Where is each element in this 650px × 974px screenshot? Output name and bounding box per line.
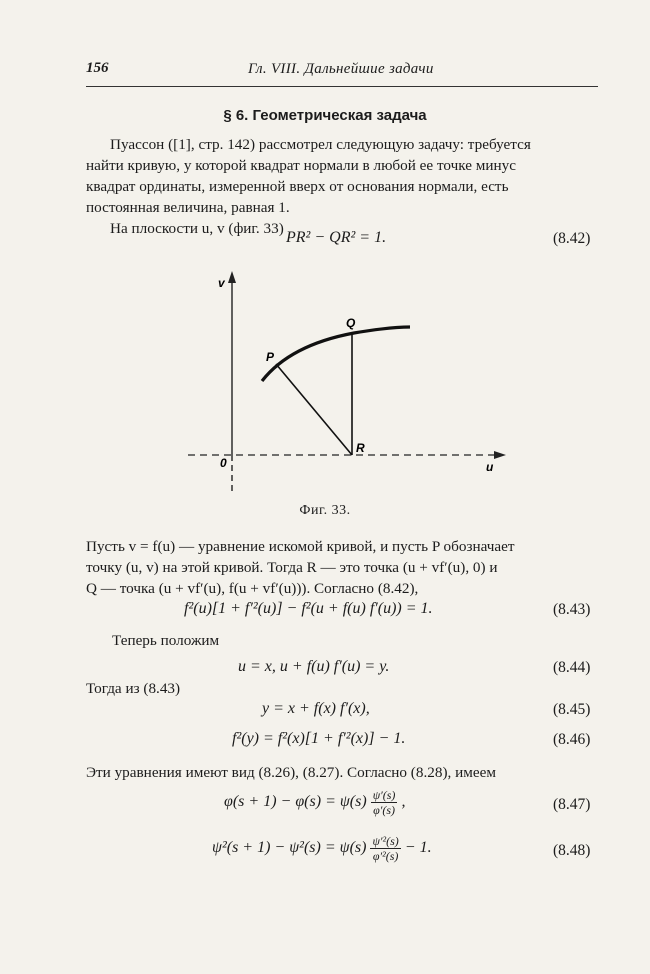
equation-8-48-left: ψ²(s + 1) − ψ²(s) = ψ(s) (212, 839, 367, 857)
equation-8-45: y = x + f(x) f′(x), (262, 700, 370, 717)
frac-numerator: ψ′²(s) (372, 834, 399, 848)
section-title: § 6. Геометрическая задача (223, 107, 427, 124)
intro-line-5: На плоскости u, v (фиг. 33) (110, 220, 284, 237)
equation-8-48-fraction (370, 834, 400, 863)
label-P: P (266, 350, 275, 364)
normal-PR (276, 364, 352, 455)
label-u: u (486, 460, 494, 474)
equation-8-46: f²(y) = f²(x)[1 + f′²(x)] − 1. (232, 730, 406, 747)
equation-number-8-48: (8.48) (553, 842, 591, 859)
equation-8-48 (212, 834, 432, 863)
body-line-1: Пусть v = f(u) — уравнение искомой кривой, и пусть P обозначает (86, 538, 515, 555)
intro-line-3: квадрат ординаты, измеренной вверх от основания нормали, есть (86, 178, 509, 195)
running-title: Гл. VIII. Дальнейшие задачи (248, 61, 434, 77)
intro-line-1: Пуассон ([1], стр. 142) рассмотрел следующую задачу: требуется (110, 136, 531, 153)
equation-number-8-42: (8.42) (553, 230, 591, 247)
equation-number-8-47: (8.47) (553, 796, 591, 813)
body-line-3: Q — точка (u + vf′(u), f(u + vf′(u))). Согласно (8.42), (86, 580, 419, 597)
equation-number-8-45: (8.45) (553, 701, 591, 718)
frac-denominator: φ′(s) (373, 803, 396, 817)
equations-form: Эти уравнения имеют вид (8.26), (8.27). Согласно (8.28), имеем (86, 764, 496, 781)
equation-number-8-46: (8.46) (553, 731, 591, 748)
page-number: 156 (86, 60, 109, 76)
equation-8-47 (224, 788, 405, 817)
label-Q: Q (346, 316, 356, 330)
label-R: R (356, 441, 365, 455)
frac-denominator: φ′²(s) (372, 849, 399, 863)
label-v: v (218, 276, 225, 290)
u-axis-arrow (494, 451, 506, 459)
now-set: Теперь положим (112, 632, 220, 649)
frac-numerator: ψ′(s) (372, 788, 396, 802)
equation-8-42: PR² − QR² = 1. (286, 229, 387, 246)
v-axis-arrow (228, 271, 236, 283)
label-origin: 0 (220, 456, 227, 470)
equation-8-47-left: φ(s + 1) − φ(s) = ψ(s) (224, 793, 367, 811)
equation-8-47-tail: , (401, 793, 406, 811)
figure-33 (180, 265, 520, 500)
equation-8-48-tail: − 1. (404, 839, 432, 857)
intro-line-4: постоянная величина, равная 1. (86, 199, 290, 216)
equation-8-47-fraction (371, 788, 398, 817)
intro-line-2: найти кривую, у которой квадрат нормали в любой ее точке минус (86, 157, 516, 174)
equation-number-8-44: (8.44) (553, 659, 591, 676)
then-from: Тогда из (8.43) (86, 680, 181, 697)
header-rule (86, 86, 598, 87)
equation-8-43: f²(u)[1 + f′²(u)] − f²(u + f(u) f′(u)) = 1. (184, 600, 433, 617)
figure-caption: Фиг. 33. (299, 503, 351, 518)
equation-8-44: u = x, u + f(u) f′(u) = y. (238, 658, 390, 675)
body-line-2: точку (u, v) на этой кривой. Тогда R — это точка (u + vf′(u), 0) и (86, 559, 498, 576)
equation-number-8-43: (8.43) (553, 601, 591, 618)
